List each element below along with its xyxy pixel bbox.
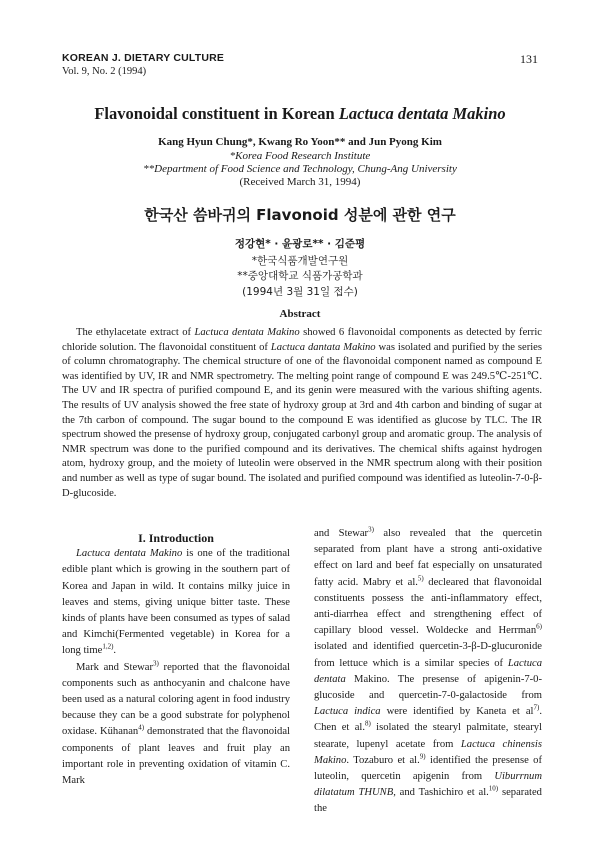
intro-text: separated the: [314, 787, 542, 815]
received-date: (Received March 31, 1994): [239, 176, 361, 188]
intro-text: demonstrated that the flavonoidal components of plant leaves and fruit play an important role in preventing oxidation of vitamin C. Mark: [62, 726, 290, 787]
section-heading: I. Introduction: [138, 531, 214, 545]
intro-text: , and Tashichiro et al.: [393, 787, 489, 799]
intro-text: also revealed that the quercetin separated from plant have a strong anti-oxidative effect on lard and beef fat especially on unsaturated fatty acid. Mabry et al.: [314, 528, 542, 588]
affiliation-1: *Korea Food Research Institute: [229, 150, 371, 162]
title-species: Lactuca dentata Makino: [338, 104, 506, 123]
citation: 3): [368, 525, 374, 534]
intro-species: Lactuca indica: [314, 706, 381, 718]
left-column: [62, 530, 290, 789]
abstract-part: The ethylacetate extract of: [76, 327, 195, 338]
affiliation-2: **Department of Food Science and Technology, Chung-Ang University: [143, 163, 457, 175]
intro-text: isolated and identified quercetin-3-β-D-glucuronide from lettuce which is a similar species of: [314, 641, 542, 669]
title-prefix: Flavonoidal constituent in Korean: [94, 104, 339, 123]
paper-title: [0, 104, 600, 124]
intro-text: reported that the flavonoidal components such as anthocyanin and chalcone have been used as a natural coloring agent in food industry because they can be a good substrate for polyphenol oxidase. Kühanan: [62, 661, 290, 738]
citation: 10): [488, 784, 499, 793]
intro-text: Makino. The presense of apigenin-7-0-glucoside and quercetin-7-0-galactoside from: [314, 673, 542, 702]
intro-text: isolated the stearyl palmitate, stearyl stearate, lupenyl acetate from: [314, 722, 542, 750]
intro-text: were identified by Kaneta et al: [380, 706, 534, 718]
page-number: 131: [520, 52, 538, 66]
korean-affiliation-2: **중앙대학교 식품가공학과: [237, 270, 363, 282]
intro-paragraph-2-cont: [314, 526, 542, 818]
citation: 8): [365, 719, 371, 728]
abstract-text: [62, 326, 542, 501]
right-column: [314, 526, 542, 818]
intro-species: Lactuca dentata: [314, 657, 542, 685]
citation: 5): [417, 574, 424, 583]
korean-received: (1994년 3월 31일 접수): [242, 286, 358, 298]
intro-text: . Tozaburo et al.: [346, 754, 420, 766]
citation: 4): [138, 723, 145, 732]
journal-volume: Vol. 9, No. 2 (1994): [62, 66, 147, 77]
citation: 6): [536, 622, 542, 631]
abstract-part: was isolated and purified by the series of column chromatography. The chemical structure of one of the flavonoidal component named as compound E was identified by UV, IR and NMR spectrometry. The melting point range of compound E was 249.5℃-251℃. The UV and IR spectra of purified compound E, and its genin were measured with the various shifting agents. The results of UV analysis showed the free state of hydroxy group at 3rd and 4th carbon and binding of sugar at the 7th carbon of compound. The sugar bound to the compound E was identified as glucose by TLC. The IR spectrum showed the presense of hydroxy group, conjugated carbonyl group and aromatic group. The analysis of NMR spectrum was done to the purified compound and its derivatives. The chemical shifts against hydrogen atom, hydroxy group, and the moiety of luteolin were observed in the NMR spectrum along with their position and number as well as type of sugar bound. The isolated and purified compound was identified as luteolin-7-0-β-D-glucoside.: [62, 341, 542, 499]
intro-paragraph-2: [62, 660, 290, 790]
intro-species: Uiburrnum dilatatum THUNB: [314, 771, 542, 799]
intro-species: Lactuca chinensis Makino: [314, 738, 542, 766]
authors: Kang Hyun Chung*, Kwang Ro Yoon** and Jun Pyong Kim: [158, 136, 442, 148]
journal-header: [62, 52, 224, 78]
intro-text: Mark and Stewar: [76, 661, 154, 673]
intro-species: Lactuca dentata Makino: [76, 548, 183, 560]
citation: 3): [153, 659, 159, 668]
abstract-species: Lactuca dentata Makino: [194, 327, 300, 338]
intro-text: identified the presense of luteolin, quercetin apigenin from: [314, 754, 542, 783]
intro-paragraph-1: Lactuca dentata Makino is one of the traditional edible plant which is growing in the southern part of Korea and Japan in wild. It contains milky juice in leaves and stems, giving unique bitter taste. These kinds of plants have been consumed as types of salad and Kimchi(Fermented vegetable) in Korea for a long time$^{1,2)}$.: [62, 548, 290, 657]
korean-authors: 정강현* · 윤광로** · 김준평: [234, 238, 366, 250]
abstract-part: showed 6 flavonoidal components as detected by ferric chloride solution. The flavonoidal constituent of: [62, 327, 542, 353]
citation: 9): [419, 752, 426, 761]
abstract-heading: Abstract: [279, 308, 321, 320]
citation: 7): [533, 703, 540, 712]
intro-text: decleared that flavonoidal constituents possess the anti-inflammatory effect, anti-diarrhea effect and strengthening effect of capillary blood vessel. Woldecke and Herrman: [314, 576, 542, 637]
intro-text: . Chen et al.: [314, 706, 542, 734]
abstract-species: Lactuca dantata Makino: [270, 341, 376, 353]
intro-text: and Stewar: [314, 528, 369, 539]
korean-title: 한국산 씀바귀의 Flavonoid 성분에 관한 연구: [144, 206, 456, 224]
korean-affiliation-1: *한국식품개발연구원: [251, 255, 349, 267]
journal-name: KOREAN J. DIETARY CULTURE: [62, 52, 225, 64]
intro-text: is one of the traditional edible plant which is growing in the southern part of Korea and Japan in wild. It contains milky juice in leaves and stems, giving unique bitter taste. These kinds of plants have been consumed as types of salad and Kimchi(Fermented vegetable) in Korea for a long time: [62, 548, 290, 657]
citation: 1,2): [102, 642, 114, 651]
